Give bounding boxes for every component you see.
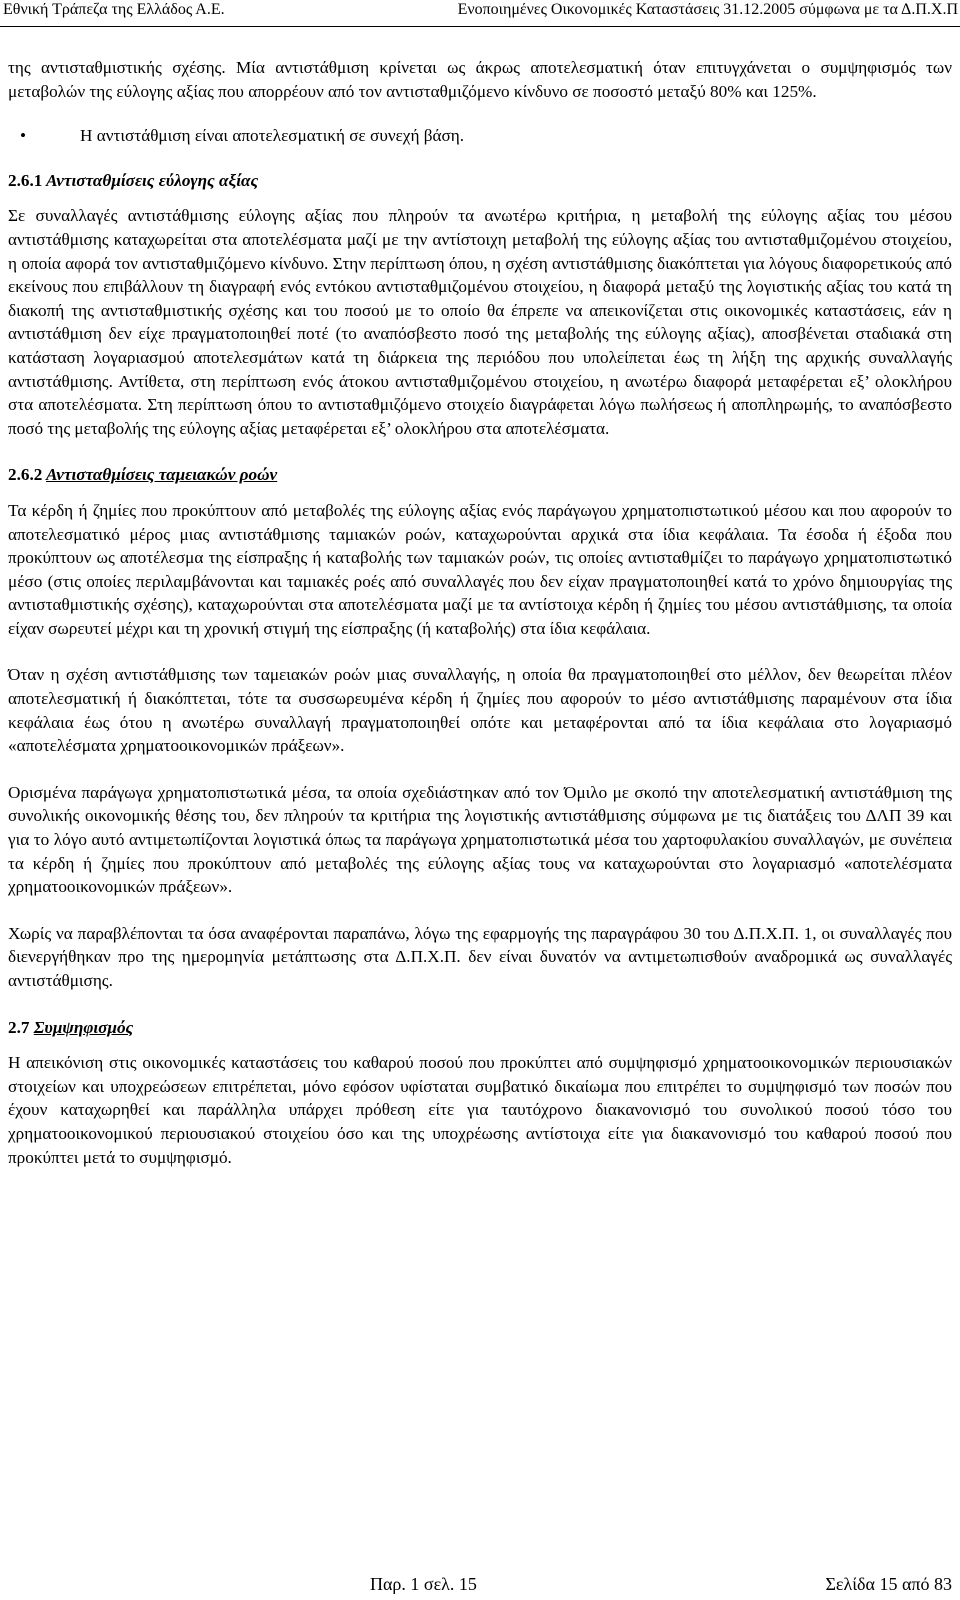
section-2-7-title: Συμψηφισμός bbox=[33, 1017, 134, 1037]
section-2-7-heading bbox=[8, 1016, 952, 1040]
section-2-6-1-heading bbox=[8, 169, 952, 193]
footer-page-number: Σελίδα 15 από 83 bbox=[825, 1574, 952, 1594]
section-2-6-2-heading bbox=[8, 463, 952, 487]
section-2-6-2-number: 2.6.2 bbox=[8, 465, 43, 485]
section-2-6-2-paragraph-4: Χωρίς να παραβλέπονται τα όσα αναφέρονται παραπάνω, λόγω της εφαρμογής της παραγράφου 30 του Δ.Π.Χ.Π. 1, οι συναλλαγές που διενεργήθηκαν προ της ημερομηνία μετάπτωσης στα Δ.Π.Χ.Π. δεν είναι δυνατόν να αντιμετωπισθούν αναδρομικά ως συναλλαγές αντιστάθμισης. bbox=[8, 923, 952, 990]
document-body bbox=[8, 56, 952, 1169]
section-2-6-2-paragraph-1: Τα κέρδη ή ζημίες που προκύπτουν από μεταβολές της εύλογης αξίας ενός παράγωγου χρηματοπιστωτικού μέσου και που αφορούν το αποτελεσματικό μέρος μιας αντιστάθμισης ταμιακών ροών, καταχωρούνται αρχικά στα ίδια κεφάλαια. Τα έσοδα ή έξοδα που προκύπτουν ως αποτέλεσμα της είσπραξης ή καταβολής των ταμιακών ροών, τις οποίες αντισταθμίζει το παράγωγο χρηματοπιστωτικό μέσο (στις οποίες περιλαμβάνονται και ταμιακές ροές από συναλλαγές που δεν είχαν πραγματοποιηθεί κατά το χρόνο δημιουργίας της αντισταθμιστικής σχέσης), καταχωρούνται στα αποτελέσματα μαζί με τα αντίστοιχα κέρδη ή ζημίες του μέσου αντιστάθμισης, τα οποία είχαν σωρευτεί μέχρι και τη χρονική στιγμή της είσπραξης (ή καταβολής) στα ίδια κεφάλαια. bbox=[8, 500, 952, 638]
section-2-6-2-paragraph-3: Ορισμένα παράγωγα χρηματοπιστωτικά μέσα, τα οποία σχεδιάστηκαν από τον Όμιλο με σκοπό την αποτελεσματική αντιστάθμιση της συνολικής οικονομικής θέσης του, δεν πληρούν τα κριτήρια της λογιστικής αντιστάθμισης σύμφωνα με τις διατάξεις του ΔΛΠ 39 και για το λόγο αυτό αντιμετωπίζονται λογιστικά όπως τα παράγωγα χρηματοπιστωτικά μέσα του χαρτοφυλακίου συναλλαγών, με συνέπεια τα κέρδη ή ζημίες που προκύπτουν από μεταβολές της εύλογης αξίας τους να καταχωρούνται στο λογαριασμό «αποτελέσματα χρηματοοικονομικών πράξεων». bbox=[8, 782, 952, 897]
page-header bbox=[0, 0, 960, 27]
section-2-6-2-paragraph-2: Όταν η σχέση αντιστάθμισης των ταμειακών ροών μιας συναλλαγής, η οποία θα πραγματοποιηθεί στο μέλλον, δεν θεωρείται πλέον αποτελεσματική ή διακόπτεται, τότε τα συσσωρευμένα κέρδη ή ζημίες που αφορούν το μέσο αντιστάθμισης παραμένουν στα ίδια κεφάλαια έως ότου η ανωτέρω συναλλαγή πραγματοποιηθεί οπότε και μεταφέρονται από τα ίδια κεφάλαια στο λογαριασμό «αποτελέσματα χρηματοοικονομικών πράξεων». bbox=[8, 665, 952, 756]
section-2-6-2-title: Αντισταθμίσεις ταμειακών ροών bbox=[46, 465, 278, 485]
section-2-6-1-number: 2.6.1 bbox=[8, 170, 43, 190]
footer-paragraph-reference: Παρ. 1 σελ. 15 bbox=[370, 1574, 477, 1594]
bullet-text: Η αντιστάθμιση είναι αποτελεσματική σε συνεχή βάση. bbox=[80, 126, 465, 146]
section-2-6-1-paragraph: Σε συναλλαγές αντιστάθμισης εύλογης αξίας που πληρούν τα ανωτέρω κριτήρια, η μεταβολή της εύλογης αξίας του μέσου αντιστάθμισης καταχωρείται στα αποτελέσματα μαζί με την αντίστοιχη μεταβολή της εύλογης αξίας του αντισταθμιζομένου στοιχείου, η οποία αφορά τον αντισταθμιζόμενο κίνδυνο. Στην περίπτωση όπου, η σχέση αντιστάθμισης διακόπτεται για λόγους διαφορετικούς από εκείνους που επιβάλλουν τη διαγραφή ενός εντόκου αντισταθμιζομένου στοιχείου, η διαφορά μεταξύ της λογιστικής αξίας του κατά τη διακοπή της αντισταθμιστικής σχέσης και του ποσού με το οποίο θα έπρεπε να απεικονίζεται στις οικονομικές καταστάσεις, εάν η αντιστάθμιση δεν είχε πραγματοποιηθεί ποτέ (το αναπόσβεστο ποσό της μεταβολής της εύλογης αξίας), αποσβένεται σταδιακά στη κατάσταση λογαριασμού αποτελεσμάτων κατά τη διάρκεια της περιόδου που υπολείπεται έως τη λήξη της αρχικής συναλλαγής αντιστάθμισης. Αντίθετα, στη περίπτωση ενός άτοκου αντισταθμιζομένου στοιχείου, η ανωτέρω διαφορά μεταφέρεται εξ’ ολοκλήρου στα αποτελέσματα. Στη περίπτωση όπου το αντισταθμιζόμενο στοιχείο διαγράφεται λόγω πωλήσεως ή αποπληρωμής, το αναπόσβεστο ποσό της μεταβολής της εύλογης αξίας μεταφέρεται εξ’ ολοκλήρου στα αποτελέσματα. bbox=[8, 206, 952, 438]
bullet-icon: • bbox=[20, 126, 27, 146]
bullet-item bbox=[8, 124, 952, 148]
header-document-title: Ενοποιημένες Οικονομικές Καταστάσεις 31.12.2005 σύμφωνα με τα Δ.Π.Χ.Π bbox=[457, 1, 958, 18]
intro-paragraph: της αντισταθμιστικής σχέσης. Μία αντιστάθμιση κρίνεται ως άκρως αποτελεσματική όταν επιτυγχάνεται ο συμψηφισμός των μεταβολών της εύλογης αξίας που απορρέουν από τον αντισταθμιζόμενο κίνδυνο σε ποσοστό μεταξύ 80% και 125%. bbox=[8, 58, 952, 101]
header-bank-name: Εθνική Τράπεζα της Ελλάδος Α.Ε. bbox=[3, 1, 225, 18]
section-2-7-number: 2.7 bbox=[8, 1017, 30, 1037]
section-2-6-1-title: Αντισταθμίσεις εύλογης αξίας bbox=[46, 170, 259, 190]
section-2-7-paragraph: Η απεικόνιση στις οικονομικές καταστάσεις του καθαρού ποσού που προκύπτει από συμψηφισμό χρηματοοικονομικών περιουσιακών στοιχείων και υποχρεώσεων επιτρέπεται, μόνο εφόσον υφίσταται συμβατικό δικαίωμα που επιτρέπει το συμψηφισμό των ποσών που έχουν καταχωρηθεί και παράλληλα υπάρχει πρόθεση είτε για ταυτόχρονο διακανονισμό του συνολικού ποσού τόσο του χρηματοοικονομικού περιουσιακού στοιχείου όσο και της υποχρέωσης αντίστοιχα είτε για διακανονισμό του καθαρού ποσού που προκύπτει μετά το συμψηφισμό. bbox=[8, 1053, 952, 1167]
